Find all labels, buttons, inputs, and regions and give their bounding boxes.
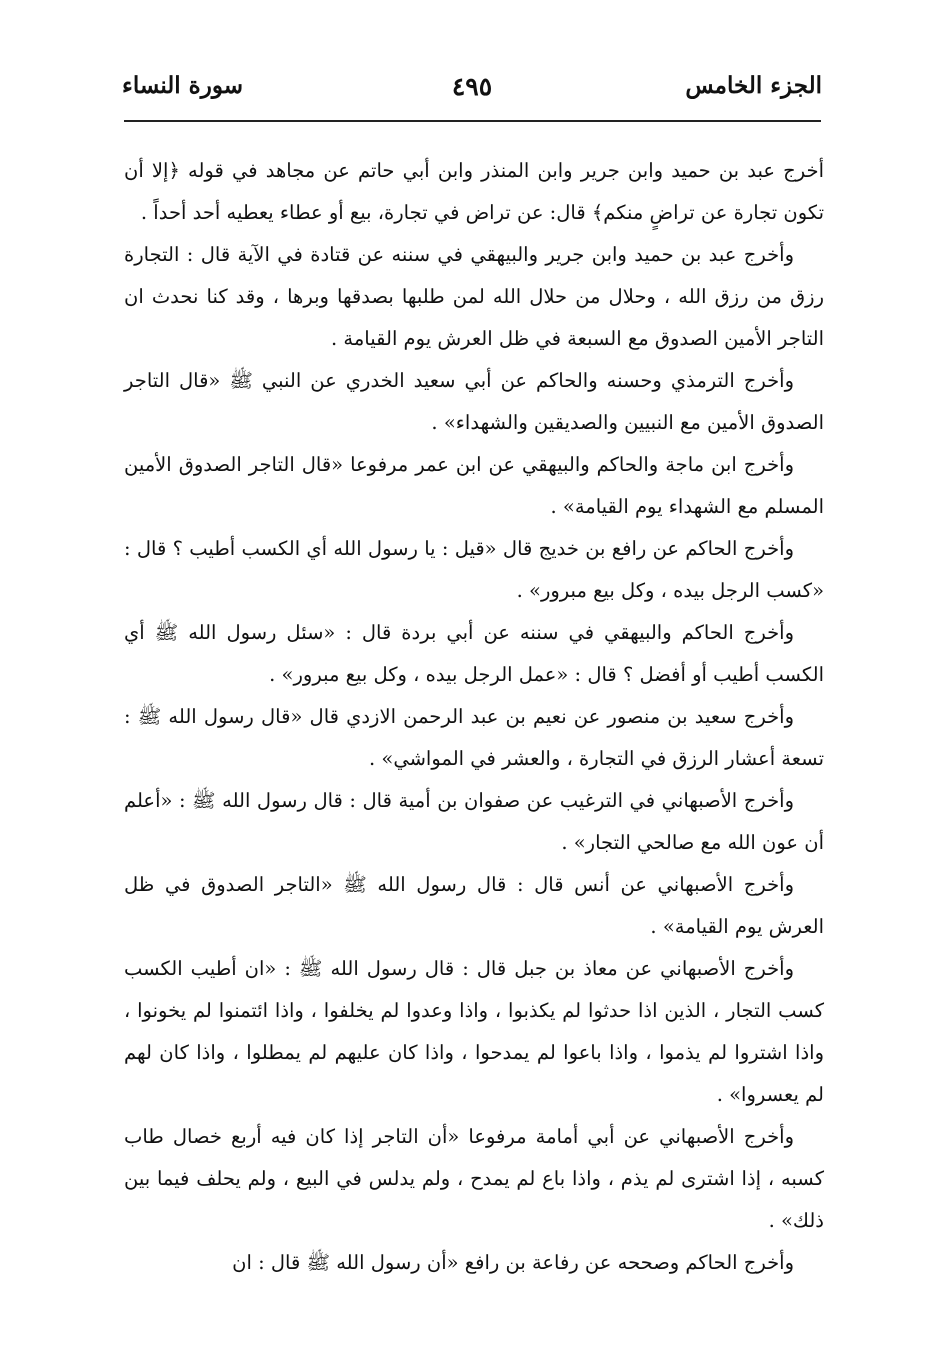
paragraph: وأخرج الترمذي وحسنه والحاكم عن أبي سعيد الخدري عن النبي ﷺ «قال التاجر الصدوق الأمين مع النبيين والصديقين والشهداء» .: [124, 369, 824, 434]
header-divider: [124, 120, 821, 122]
page-body: [124, 150, 824, 1284]
paragraph: وأخرج عبد بن حميد وابن جرير والبيهقي في سننه عن قتادة في الآية قال : التجارة رزق من رزق الله ، وحلال من حلال الله لمن طلبها بصدقها وبرها ، وقد كنا نحدث ان التاجر الأمين الصدوق مع السبعة في ظل العرش يوم القيامة .: [124, 243, 824, 350]
paragraph: وأخرج ابن ماجة والحاكم والبيهقي عن ابن عمر مرفوعا «قال التاجر الصدوق الأمين المسلم مع الشهداء يوم القيامة» .: [124, 453, 824, 518]
paragraph: وأخرج سعيد بن منصور عن نعيم بن عبد الرحمن الازدي قال «قال رسول الله ﷺ : تسعة أعشار الرزق في التجارة ، والعشر في المواشي» .: [124, 705, 824, 770]
paragraph: وأخرج الأصبهاني عن معاذ بن جبل قال : قال رسول الله ﷺ : «ان أطيب الكسب كسب التجار ، الذين اذا حدثوا لم يكذبوا ، واذا وعدوا لم يخلفوا ، واذا ائتمنوا لم يخونوا ، واذا اشتروا لم يذموا ، واذا باعوا لم يمدحوا ، واذا كان عليهم لم يمطلوا ، واذا كان لهم لم يعسروا» .: [124, 957, 824, 1106]
page-header: [122, 72, 822, 116]
paragraph: أخرج عبد بن حميد وابن جرير وابن المنذر وابن أبي حاتم عن مجاهد في قوله ﴿إلا أن تكون تجارة عن تراضٍ منكم﴾ قال: عن تراض في تجارة، بيع أو عطاء يعطيه أحد أحداً .: [124, 159, 824, 224]
paragraph: وأخرج الأصبهاني عن أنس قال : قال رسول الله ﷺ «التاجر الصدوق في ظل العرش يوم القيامة» .: [124, 873, 824, 938]
page-number: ٤٩٥: [451, 72, 493, 101]
part-title: الجزء الخامس: [685, 72, 822, 99]
paragraph: وأخرج الأصبهاني عن أبي أمامة مرفوعا «أن التاجر إذا كان فيه أربع خصال طاب كسبه ، إذا اشترى لم يذم ، واذا باع لم يمدح ، ولم يدلس في البيع ، ولم يحلف فيما بين ذلك» .: [124, 1125, 824, 1232]
paragraph: وأخرج الحاكم والبيهقي في سننه عن أبي بردة قال : «سئل رسول الله ﷺ أي الكسب أطيب أو أفضل ؟ قال : «عمل الرجل بيده ، وكل بيع مبرور» .: [124, 621, 824, 686]
paragraph: وأخرج الحاكم عن رافع بن خديج قال «قيل : يا رسول الله أي الكسب أطيب ؟ قال : «كسب الرجل بيده ، وكل بيع مبرور» .: [124, 537, 824, 602]
paragraph: وأخرج الأصبهاني في الترغيب عن صفوان بن أمية قال : قال رسول الله ﷺ : «أعلم أن عون الله مع صالحي التجار» .: [124, 789, 824, 854]
paragraph: وأخرج الحاكم وصححه عن رفاعة بن رافع «أن رسول الله ﷺ قال : ان: [232, 1251, 794, 1274]
surah-title: سورة النساء: [122, 72, 243, 99]
